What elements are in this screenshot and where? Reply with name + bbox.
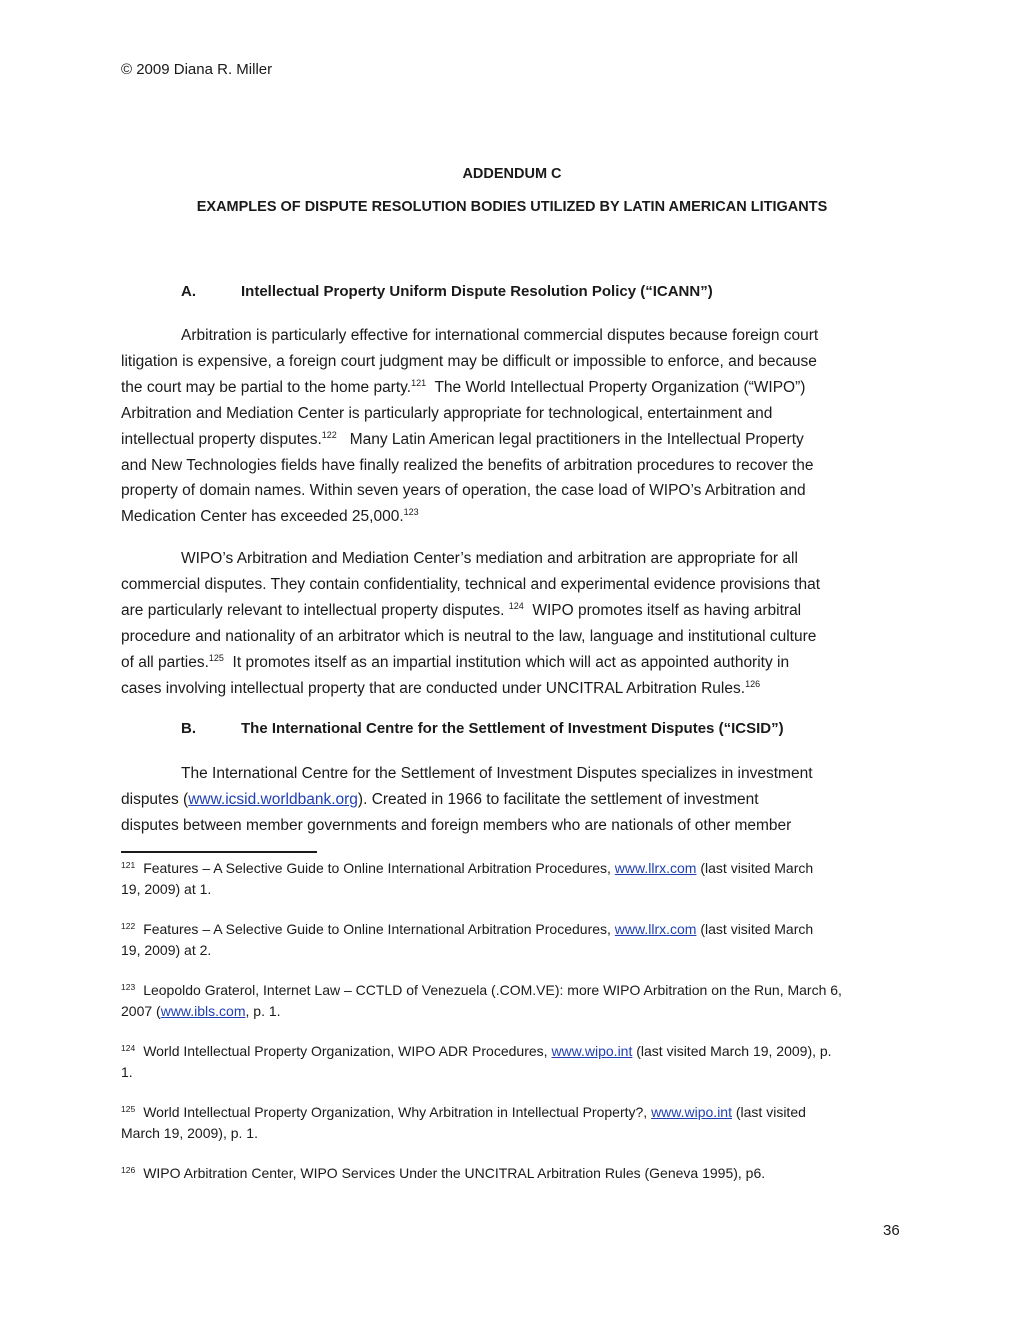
text-line: property of domain names. Within seven years of operation, the case load of WIPO’s Arbitration and bbox=[121, 482, 806, 500]
text-line: Arbitration is particularly effective for international commercial disputes because foreign court bbox=[181, 327, 819, 344]
text-span: Features – A Selective Guide to Online International Arbitration Procedures, bbox=[143, 860, 615, 876]
text-span: of all parties. bbox=[121, 653, 209, 671]
text-span: WIPO promotes itself as having arbitral bbox=[532, 601, 802, 619]
text-span: cases involving intellectual property that are conducted under UNCITRAL Arbitration Rules. bbox=[121, 679, 746, 697]
footnote-123 bbox=[121, 980, 911, 1022]
text-span: 2007 ( bbox=[121, 1003, 161, 1019]
text-span: intellectual property disputes. bbox=[121, 430, 322, 448]
section-b-letter: B. bbox=[181, 720, 196, 737]
text-line: The International Centre for the Settlement of Investment Disputes specializes in investment bbox=[181, 765, 813, 782]
text-span: World Intellectual Property Organization, Why Arbitration in Intellectual Property?, bbox=[143, 1104, 652, 1120]
footnote-line bbox=[121, 858, 911, 879]
section-a-paragraph-2 bbox=[121, 546, 901, 701]
text-span: Medication Center has exceeded 25,000. bbox=[121, 508, 404, 526]
footnote-line: March 19, 2009), p. 1. bbox=[121, 1125, 258, 1141]
footnote-number: 125 bbox=[121, 1104, 136, 1114]
page-number: 36 bbox=[883, 1222, 900, 1239]
footnote-ref-121[interactable]: 121 bbox=[411, 377, 427, 388]
text-line bbox=[121, 650, 901, 676]
section-a-heading bbox=[181, 283, 713, 300]
text-line bbox=[121, 504, 901, 530]
footnote-line: 19, 2009) at 1. bbox=[121, 881, 212, 897]
text-line bbox=[121, 787, 901, 813]
footnote-line bbox=[121, 1001, 911, 1022]
section-a-paragraph-1 bbox=[121, 323, 901, 530]
footnote-number: 122 bbox=[121, 921, 136, 931]
text-span: World Intellectual Property Organization, WIPO ADR Procedures, bbox=[143, 1043, 552, 1059]
icsid-link[interactable]: www.icsid.worldbank.org bbox=[188, 790, 358, 808]
text-span: ). Created in 1966 to facilitate the settlement of investment bbox=[357, 790, 759, 808]
text-line bbox=[121, 676, 901, 702]
footnote-ref-123[interactable]: 123 bbox=[403, 507, 419, 518]
copyright-notice: © 2009 Diana R. Miller bbox=[121, 61, 273, 78]
text-span: Leopoldo Graterol, Internet Law – CCTLD of Venezuela (.COM.VE): more WIPO Arbitration on the Run, March 6, bbox=[143, 982, 842, 998]
text-span: (last visited March bbox=[696, 921, 814, 937]
footnote-125 bbox=[121, 1102, 911, 1144]
text-span: the court may be partial to the home party. bbox=[121, 378, 412, 396]
text-line: Arbitration and Mediation Center is particularly appropriate for technological, entertainment and bbox=[121, 404, 773, 422]
footnote-separator bbox=[121, 851, 317, 853]
section-a-title: Intellectual Property Uniform Dispute Resolution Policy (“ICANN”) bbox=[241, 283, 713, 300]
footnote-121 bbox=[121, 858, 911, 900]
text-span: are particularly relevant to intellectual property disputes. bbox=[121, 601, 505, 619]
text-span: (last visited March 19, 2009), p. bbox=[632, 1043, 832, 1059]
text-span: WIPO Arbitration Center, WIPO Services Under the UNCITRAL Arbitration Rules (Geneva 1995), p6. bbox=[143, 1165, 766, 1181]
text-span: (last visited March bbox=[696, 860, 814, 876]
footnote-number: 123 bbox=[121, 982, 136, 992]
text-line: disputes between member governments and foreign members who are nationals of other member bbox=[121, 816, 792, 834]
llrx-link[interactable]: www.llrx.com bbox=[614, 921, 697, 937]
section-a-letter: A. bbox=[181, 283, 196, 300]
footnote-ref-126[interactable]: 126 bbox=[745, 678, 761, 689]
section-b-paragraph-1 bbox=[121, 761, 901, 839]
llrx-link[interactable]: www.llrx.com bbox=[614, 860, 697, 876]
footnote-ref-124[interactable]: 124 bbox=[508, 600, 524, 611]
footnote-number: 126 bbox=[121, 1165, 136, 1175]
text-line bbox=[121, 427, 901, 453]
footnote-126 bbox=[121, 1163, 911, 1184]
addendum-title: ADDENDUM C bbox=[462, 166, 562, 182]
footnote-line: 19, 2009) at 2. bbox=[121, 942, 212, 958]
footnote-122 bbox=[121, 919, 911, 961]
text-line bbox=[121, 375, 901, 401]
footnote-line bbox=[121, 1102, 911, 1123]
footnote-line bbox=[121, 919, 911, 940]
footnote-line bbox=[121, 1041, 911, 1062]
text-span: The World Intellectual Property Organization (“WIPO”) bbox=[434, 378, 806, 396]
footnote-line bbox=[121, 980, 911, 1001]
text-span: , p. 1. bbox=[245, 1003, 281, 1019]
text-span: Many Latin American legal practitioners in the Intellectual Property bbox=[349, 430, 804, 448]
text-line bbox=[121, 598, 901, 624]
footnote-ref-125[interactable]: 125 bbox=[208, 652, 224, 663]
text-span: It promotes itself as an impartial institution which will act as appointed authority in bbox=[232, 653, 790, 671]
text-line: WIPO’s Arbitration and Mediation Center’s mediation and arbitration are appropriate for all bbox=[181, 550, 798, 567]
wipo-link[interactable]: www.wipo.int bbox=[651, 1104, 732, 1120]
footnote-line: 1. bbox=[121, 1064, 133, 1080]
footnote-line bbox=[121, 1163, 911, 1184]
text-line: and New Technologies fields have finally realized the benefits of arbitration procedures to recover the bbox=[121, 456, 814, 474]
footnote-number: 121 bbox=[121, 860, 136, 870]
text-line: commercial disputes. They contain confidentiality, technical and experimental evidence provisions that bbox=[121, 575, 821, 593]
text-line: litigation is expensive, a foreign court judgment may be difficult or impossible to enforce, and because bbox=[121, 352, 817, 370]
section-b-title: The International Centre for the Settlement of Investment Disputes (“ICSID”) bbox=[241, 720, 784, 737]
footnote-number: 124 bbox=[121, 1043, 136, 1053]
addendum-subtitle: EXAMPLES OF DISPUTE RESOLUTION BODIES UTILIZED BY LATIN AMERICAN LITIGANTS bbox=[196, 199, 828, 215]
text-span: Features – A Selective Guide to Online International Arbitration Procedures, bbox=[143, 921, 615, 937]
text-span: (last visited bbox=[731, 1104, 806, 1120]
ibls-link[interactable]: www.ibls.com bbox=[160, 1003, 246, 1019]
text-span: disputes ( bbox=[121, 790, 189, 808]
section-b-heading bbox=[181, 720, 784, 737]
footnote-ref-122[interactable]: 122 bbox=[321, 429, 337, 440]
wipo-link[interactable]: www.wipo.int bbox=[551, 1043, 633, 1059]
text-line: procedure and nationality of an arbitrator which is neutral to the law, language and institutional culture bbox=[121, 627, 817, 645]
footnote-124 bbox=[121, 1041, 911, 1083]
